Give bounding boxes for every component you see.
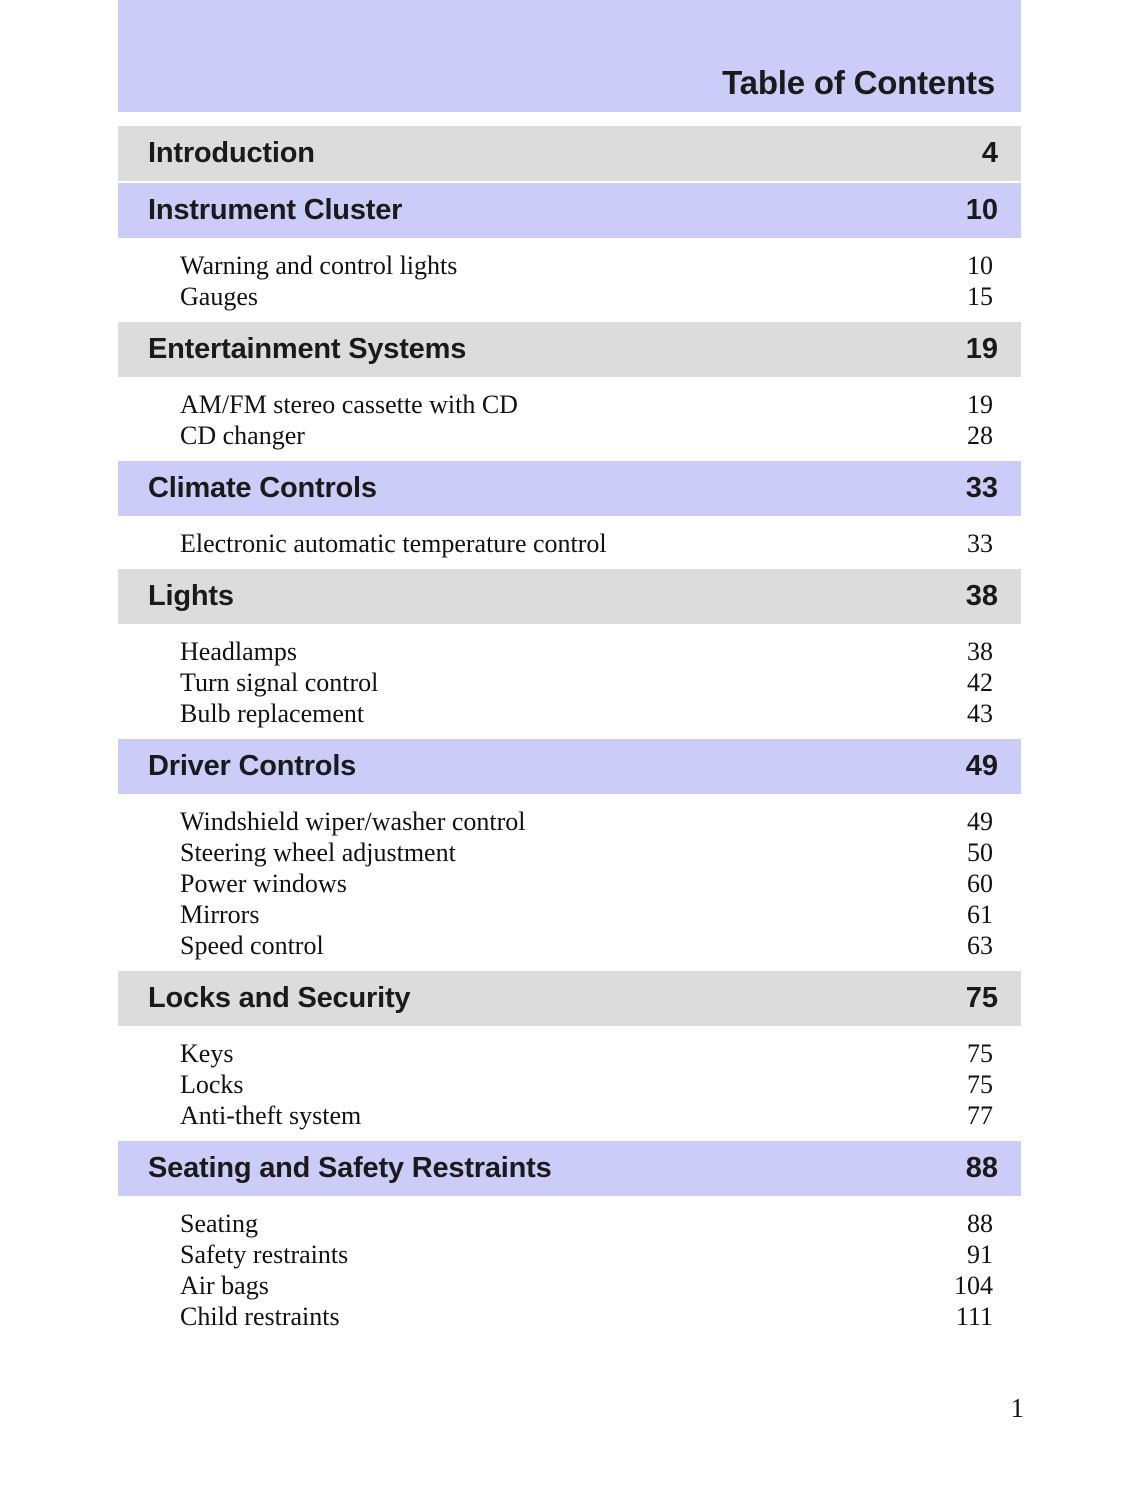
section-header[interactable] — [118, 569, 1021, 624]
entry-page-number: 42 — [967, 668, 993, 697]
section-page-number: 19 — [965, 332, 998, 365]
entry-title: CD changer — [180, 421, 305, 450]
entry-title: Electronic automatic temperature control — [180, 529, 607, 558]
entry-title: Bulb replacement — [180, 699, 365, 728]
section-title: Introduction — [148, 136, 315, 169]
toc-entry[interactable] — [118, 667, 1021, 698]
entry-title: Mirrors — [180, 900, 260, 929]
toc-entry[interactable] — [118, 250, 1021, 281]
toc-entry[interactable] — [118, 1301, 1021, 1332]
entry-page-number: 75 — [967, 1039, 993, 1068]
toc-entry[interactable] — [118, 930, 1021, 961]
toc-entry[interactable] — [118, 698, 1021, 729]
section-title: Locks and Security — [148, 981, 411, 1014]
entry-page-number: 15 — [967, 282, 993, 311]
toc-section — [118, 461, 1021, 569]
entry-page-number: 33 — [967, 529, 993, 558]
entry-page-number: 28 — [967, 421, 993, 450]
toc-entry[interactable] — [118, 899, 1021, 930]
toc-section — [118, 183, 1021, 322]
section-page-number: 4 — [981, 136, 998, 169]
toc-section — [118, 1141, 1021, 1342]
section-entry-list — [118, 240, 1021, 322]
entry-page-number: 75 — [967, 1070, 993, 1099]
entry-page-number: 49 — [967, 807, 993, 836]
toc-section — [118, 739, 1021, 971]
entry-title: AM/FM stereo cassette with CD — [180, 390, 518, 419]
entry-page-number: 10 — [967, 251, 993, 280]
entry-title: Safety restraints — [180, 1240, 349, 1269]
entry-title: Air bags — [180, 1271, 269, 1300]
section-header[interactable] — [118, 126, 1021, 181]
entry-title: Child restraints — [180, 1302, 340, 1331]
section-page-number: 38 — [965, 579, 998, 612]
entry-title: Windshield wiper/washer control — [180, 807, 526, 836]
entry-title: Anti-theft system — [180, 1101, 362, 1130]
section-header[interactable] — [118, 322, 1021, 377]
entry-page-number: 19 — [967, 390, 993, 419]
section-header[interactable] — [118, 971, 1021, 1026]
entry-page-number: 88 — [967, 1209, 993, 1238]
entry-page-number: 50 — [967, 838, 993, 867]
entry-page-number: 63 — [967, 931, 993, 960]
section-entry-list — [118, 626, 1021, 739]
section-title: Entertainment Systems — [148, 332, 467, 365]
entry-page-number: 61 — [967, 900, 993, 929]
entry-title: Seating — [180, 1209, 258, 1238]
toc-entry[interactable] — [118, 420, 1021, 451]
section-page-number: 10 — [965, 193, 998, 226]
section-entry-list — [118, 1028, 1021, 1141]
entry-title: Keys — [180, 1039, 234, 1068]
toc-section — [118, 126, 1021, 181]
toc-entry[interactable] — [118, 868, 1021, 899]
section-title: Seating and Safety Restraints — [148, 1151, 552, 1184]
entry-title: Speed control — [180, 931, 324, 960]
toc-entry[interactable] — [118, 837, 1021, 868]
section-title: Climate Controls — [148, 471, 377, 504]
section-entry-list — [118, 518, 1021, 569]
section-header[interactable] — [118, 739, 1021, 794]
section-title: Lights — [148, 579, 234, 612]
toc-entry[interactable] — [118, 1208, 1021, 1239]
toc-entry[interactable] — [118, 281, 1021, 312]
toc-entry[interactable] — [118, 1239, 1021, 1270]
section-page-number: 49 — [965, 749, 998, 782]
footer-page-number: 1 — [1010, 1393, 1024, 1423]
entry-title: Headlamps — [180, 637, 297, 666]
toc-entry[interactable] — [118, 1038, 1021, 1069]
entry-page-number: 43 — [967, 699, 993, 728]
toc-entry[interactable] — [118, 806, 1021, 837]
entry-title: Steering wheel adjustment — [180, 838, 456, 867]
section-header[interactable] — [118, 183, 1021, 238]
entry-title: Turn signal control — [180, 668, 379, 697]
page-title: Table of Contents — [722, 64, 995, 101]
toc-entry[interactable] — [118, 389, 1021, 420]
entry-page-number: 91 — [967, 1240, 993, 1269]
section-title: Driver Controls — [148, 749, 357, 782]
section-page-number: 33 — [965, 471, 998, 504]
entry-title: Locks — [180, 1070, 244, 1099]
entry-page-number: 111 — [955, 1302, 993, 1331]
section-entry-list — [118, 379, 1021, 461]
toc-entry[interactable] — [118, 528, 1021, 559]
section-header[interactable] — [118, 461, 1021, 516]
toc-entry[interactable] — [118, 1069, 1021, 1100]
table-of-contents — [118, 126, 1021, 1342]
entry-title: Warning and control lights — [180, 251, 458, 280]
entry-page-number: 104 — [954, 1271, 993, 1300]
toc-entry[interactable] — [118, 1270, 1021, 1301]
toc-section — [118, 322, 1021, 461]
toc-section — [118, 971, 1021, 1141]
section-title: Instrument Cluster — [148, 193, 403, 226]
entry-title: Gauges — [180, 282, 258, 311]
toc-section — [118, 569, 1021, 739]
section-page-number: 88 — [965, 1151, 998, 1184]
section-page-number: 75 — [965, 981, 998, 1014]
section-header[interactable] — [118, 1141, 1021, 1196]
entry-page-number: 60 — [967, 869, 993, 898]
entry-page-number: 38 — [967, 637, 993, 666]
toc-entry[interactable] — [118, 1100, 1021, 1131]
toc-entry[interactable] — [118, 636, 1021, 667]
section-entry-list — [118, 1198, 1021, 1342]
entry-page-number: 77 — [967, 1101, 993, 1130]
page-banner — [118, 0, 1021, 112]
entry-title: Power windows — [180, 869, 347, 898]
section-entry-list — [118, 796, 1021, 971]
